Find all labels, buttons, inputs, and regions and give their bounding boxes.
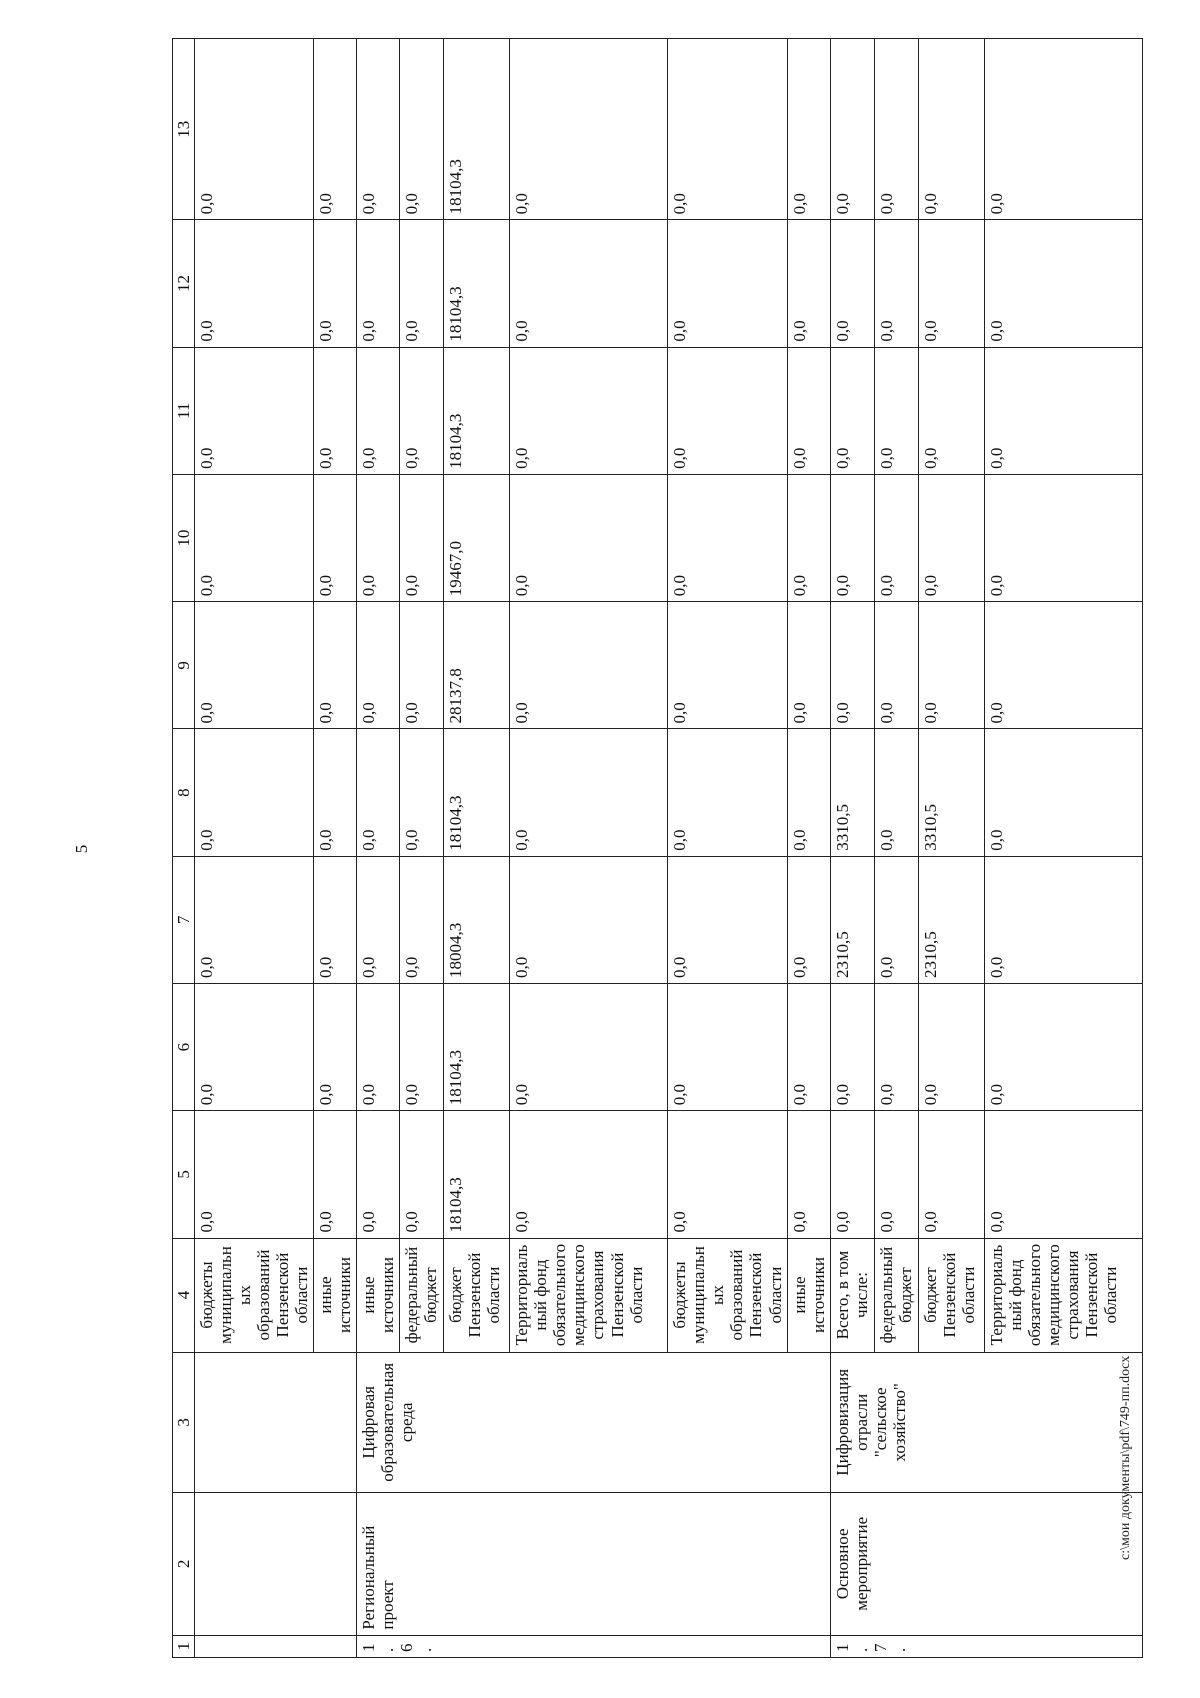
value-cell: 0,0	[787, 347, 830, 474]
value-cell: 0,0	[668, 1111, 787, 1238]
value-cell: 18104,3	[444, 347, 510, 474]
column-header: 1	[173, 1635, 195, 1657]
value-cell: 18104,3	[444, 983, 510, 1110]
value-cell: 18104,3	[444, 1111, 510, 1238]
value-cell: 0,0	[787, 39, 830, 220]
value-cell: 18004,3	[444, 856, 510, 983]
value-cell: 18104,3	[444, 729, 510, 856]
column-header: 11	[173, 347, 195, 474]
value-cell: 0,0	[668, 39, 787, 220]
value-cell: 0,0	[314, 1111, 357, 1238]
value-cell: 0,0	[984, 220, 1142, 347]
value-cell: 18104,3	[444, 220, 510, 347]
value-cell: 0,0	[314, 220, 357, 347]
item-type-cell	[195, 1493, 357, 1636]
value-cell: 0,0	[357, 729, 400, 856]
value-cell: 0,0	[668, 856, 787, 983]
value-cell: 0,0	[400, 856, 444, 983]
value-cell: 0,0	[874, 729, 918, 856]
column-header: 13	[173, 39, 195, 220]
table-row	[830, 39, 874, 1658]
value-cell: 0,0	[874, 602, 918, 729]
column-header: 9	[173, 602, 195, 729]
value-cell: 0,0	[918, 347, 984, 474]
item-type-cell: Основное мероприятие	[830, 1493, 1142, 1636]
value-cell: 0,0	[668, 474, 787, 601]
value-cell: 0,0	[918, 1111, 984, 1238]
value-cell: 0,0	[787, 856, 830, 983]
column-header: 6	[173, 983, 195, 1110]
item-name-cell: Цифровизация отрасли "сельское хозяйство"	[830, 1352, 1142, 1493]
value-cell: 0,0	[357, 39, 400, 220]
value-cell: 0,0	[830, 474, 874, 601]
funding-source-cell: Территориальный фонд обязательного медицинского страхования Пензенской области	[984, 1238, 1142, 1352]
footer-file-path: c:\мои документы\pdf\749-пп.docx	[1118, 1355, 1133, 1560]
value-cell: 0,0	[400, 220, 444, 347]
budget-table-container	[172, 38, 1120, 1658]
value-cell: 0,0	[510, 729, 668, 856]
value-cell: 0,0	[314, 347, 357, 474]
value-cell: 0,0	[787, 729, 830, 856]
column-header: 8	[173, 729, 195, 856]
value-cell: 0,0	[984, 1111, 1142, 1238]
value-cell: 0,0	[830, 1111, 874, 1238]
value-cell: 0,0	[874, 1111, 918, 1238]
value-cell: 0,0	[314, 983, 357, 1110]
value-cell: 3310,5	[830, 729, 874, 856]
value-cell: 0,0	[830, 983, 874, 1110]
value-cell: 0,0	[787, 983, 830, 1110]
value-cell: 0,0	[918, 39, 984, 220]
funding-source-cell: Всего, в том числе:	[830, 1238, 874, 1352]
value-cell: 0,0	[400, 729, 444, 856]
value-cell: 0,0	[314, 729, 357, 856]
value-cell: 0,0	[668, 602, 787, 729]
item-number-cell: 1.7.	[830, 1635, 1142, 1657]
value-cell: 0,0	[984, 983, 1142, 1110]
value-cell: 0,0	[918, 983, 984, 1110]
value-cell: 0,0	[984, 856, 1142, 983]
value-cell: 0,0	[874, 474, 918, 601]
value-cell: 0,0	[984, 474, 1142, 601]
value-cell: 0,0	[195, 474, 314, 601]
value-cell: 0,0	[510, 39, 668, 220]
column-header: 12	[173, 220, 195, 347]
value-cell: 0,0	[510, 602, 668, 729]
value-cell: 0,0	[195, 729, 314, 856]
value-cell: 0,0	[314, 474, 357, 601]
value-cell: 0,0	[357, 602, 400, 729]
value-cell: 0,0	[357, 1111, 400, 1238]
value-cell: 0,0	[510, 856, 668, 983]
value-cell: 0,0	[787, 602, 830, 729]
value-cell: 0,0	[400, 39, 444, 220]
item-name-cell: Цифровая образовательная среда	[357, 1352, 830, 1493]
value-cell: 0,0	[668, 347, 787, 474]
value-cell: 18104,3	[444, 39, 510, 220]
value-cell: 0,0	[510, 347, 668, 474]
funding-source-cell: иные источники	[787, 1238, 830, 1352]
header-row	[173, 39, 195, 1658]
value-cell: 0,0	[918, 220, 984, 347]
value-cell: 0,0	[314, 856, 357, 983]
value-cell: 0,0	[400, 983, 444, 1110]
value-cell: 0,0	[874, 220, 918, 347]
value-cell: 0,0	[918, 474, 984, 601]
value-cell: 0,0	[195, 220, 314, 347]
value-cell: 0,0	[874, 856, 918, 983]
table-row	[357, 39, 400, 1658]
value-cell: 0,0	[668, 220, 787, 347]
value-cell: 0,0	[357, 856, 400, 983]
item-number-cell: 1.6.	[357, 1635, 830, 1657]
value-cell: 0,0	[984, 729, 1142, 856]
column-header: 2	[173, 1493, 195, 1636]
value-cell: 0,0	[830, 602, 874, 729]
item-number-cell	[195, 1635, 357, 1657]
value-cell: 0,0	[830, 220, 874, 347]
value-cell: 28137,8	[444, 602, 510, 729]
value-cell: 0,0	[357, 983, 400, 1110]
column-header: 10	[173, 474, 195, 601]
table-row	[195, 39, 314, 1658]
value-cell: 0,0	[510, 220, 668, 347]
funding-source-cell: иные источники	[314, 1238, 357, 1352]
value-cell: 0,0	[984, 602, 1142, 729]
value-cell: 0,0	[668, 983, 787, 1110]
value-cell: 0,0	[787, 1111, 830, 1238]
funding-source-cell: Территориальный фонд обязательного медицинского страхования Пензенской области	[510, 1238, 668, 1352]
value-cell: 0,0	[357, 347, 400, 474]
funding-source-cell: бюджеты муниципальных образований Пензенской области	[668, 1238, 787, 1352]
value-cell: 2310,5	[830, 856, 874, 983]
value-cell: 0,0	[668, 729, 787, 856]
funding-source-cell: бюджеты муниципальных образований Пензенской области	[195, 1238, 314, 1352]
value-cell: 0,0	[874, 983, 918, 1110]
value-cell: 0,0	[510, 1111, 668, 1238]
value-cell: 0,0	[830, 39, 874, 220]
value-cell: 0,0	[195, 39, 314, 220]
value-cell: 0,0	[510, 983, 668, 1110]
funding-source-cell: федеральный бюджет	[400, 1238, 444, 1352]
value-cell: 19467,0	[444, 474, 510, 601]
value-cell: 0,0	[314, 39, 357, 220]
value-cell: 0,0	[874, 39, 918, 220]
funding-source-cell: бюджет Пензенской области	[918, 1238, 984, 1352]
value-cell: 0,0	[400, 347, 444, 474]
budget-table	[172, 38, 1143, 1658]
value-cell: 0,0	[830, 347, 874, 474]
value-cell: 0,0	[874, 347, 918, 474]
value-cell: 0,0	[357, 474, 400, 601]
value-cell: 0,0	[314, 602, 357, 729]
value-cell: 0,0	[984, 39, 1142, 220]
value-cell: 0,0	[195, 856, 314, 983]
item-type-cell: Региональный проект	[357, 1493, 830, 1636]
column-header: 7	[173, 856, 195, 983]
value-cell: 0,0	[357, 220, 400, 347]
funding-source-cell: иные источники	[357, 1238, 400, 1352]
funding-source-cell: федеральный бюджет	[874, 1238, 918, 1352]
page-number: 5	[72, 844, 91, 854]
value-cell: 2310,5	[918, 856, 984, 983]
value-cell: 0,0	[984, 347, 1142, 474]
value-cell: 0,0	[195, 602, 314, 729]
value-cell: 0,0	[195, 1111, 314, 1238]
value-cell: 0,0	[400, 1111, 444, 1238]
value-cell: 0,0	[195, 347, 314, 474]
value-cell: 0,0	[787, 474, 830, 601]
column-header: 4	[173, 1238, 195, 1352]
value-cell: 0,0	[400, 602, 444, 729]
column-header: 5	[173, 1111, 195, 1238]
value-cell: 3310,5	[918, 729, 984, 856]
funding-source-cell: бюджет Пензенской области	[444, 1238, 510, 1352]
item-name-cell	[195, 1352, 357, 1493]
value-cell: 0,0	[918, 602, 984, 729]
value-cell: 0,0	[510, 474, 668, 601]
value-cell: 0,0	[400, 474, 444, 601]
value-cell: 0,0	[787, 220, 830, 347]
value-cell: 0,0	[195, 983, 314, 1110]
column-header: 3	[173, 1352, 195, 1493]
